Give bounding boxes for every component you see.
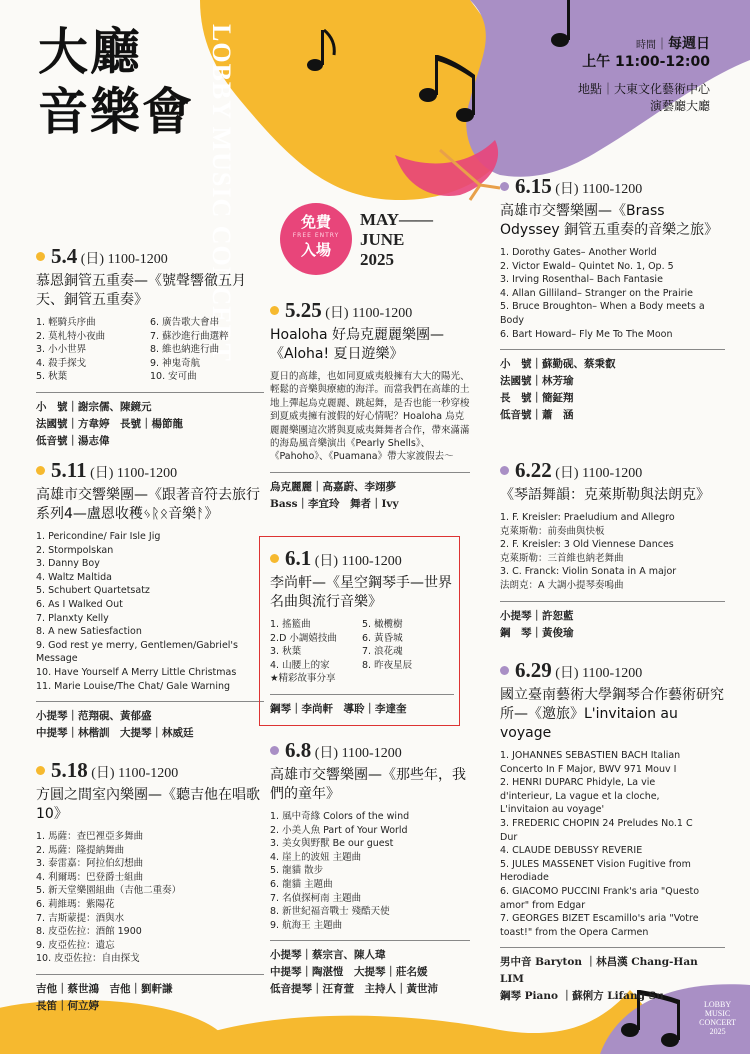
program-item: 1. JOHANNES SEBASTIEN BACH Italian	[500, 750, 681, 761]
program-item: 6. 黃昏城	[362, 632, 403, 644]
yellow-dot-icon	[36, 766, 45, 775]
program-item: 9. 皮亞佐拉：遺忘	[36, 939, 115, 951]
program-item: 4. CLAUDE DEBUSSY REVERIE	[500, 845, 643, 857]
program-item: 1. F. Kreisler: Praeludium and Allegro	[500, 512, 675, 523]
performers: 鋼琴｜李尚軒 導聆｜李達奎	[270, 702, 407, 715]
program-item: 3. Irving Rosenthal– Bach Fantasie	[500, 274, 663, 286]
program-item: 1. Dorothy Gates– Another World	[500, 247, 657, 258]
concert-title: Hoaloha 好烏克麗麗樂團—《Aloha! 夏日遊樂》	[270, 327, 445, 362]
program-item: 5. Bruce Broughton– When a Body meets a	[500, 301, 705, 313]
program-item: 7. GEORGES BIZET Escamillo's aria "Votre	[500, 913, 699, 925]
program-item: 1. 輕騎兵序曲	[36, 317, 96, 328]
program-item: 3. FREDERIC CHOPIN 24 Preludes No.1 C	[500, 817, 693, 829]
program-item: 3. Danny Boy	[36, 558, 100, 570]
yellow-dot-icon	[270, 554, 279, 563]
program-item: 1. Pericondine/ Fair Isle Jig	[36, 531, 161, 542]
program-item: 克萊斯勒：三首維也納老舞曲	[500, 552, 624, 564]
program-item: 9. 神鬼奇航	[150, 357, 201, 369]
concert-title: 國立臺南藝術大學鋼琴合作藝術研究所—《邀旅》L'invitaion au voyage	[500, 687, 724, 741]
performers: 小 號｜謝宗儒、陳鏡元 法國號｜方韋婷 長號｜楊節龍 低音號｜湯志偉	[36, 400, 183, 447]
program-item: 4. 利爾瑪：巴登爵士組曲	[36, 871, 144, 883]
program-list	[36, 530, 264, 693]
performers: 吉他｜蔡世鴻 吉他｜劉軒謙 長笛｜何立婷	[36, 982, 173, 1012]
program-item: 8. 昨夜星辰	[362, 659, 413, 671]
program-item: 克萊斯勒：前奏曲與快板	[500, 525, 605, 537]
program-item: toast!" from the Opera Carmen	[500, 926, 649, 938]
program-item: 3. 美女與野獸 Be our guest	[270, 838, 394, 850]
program-item: 2. F. Kreisler: 3 Old Viennese Dances	[500, 539, 674, 551]
footer-logo: LOBBY MUSIC CONCERT 2025	[699, 1000, 736, 1036]
program-item: 3. 泰雷嘉：阿拉伯幻想曲	[36, 858, 144, 870]
program-item: Body	[500, 314, 524, 326]
program-list	[500, 246, 725, 341]
performers: 男中音 Baryton ｜林昌漢 Chang-Han LIM 鋼琴 Piano ｜蘇俐方 Lifang Su	[500, 956, 698, 1003]
yellow-dot-icon	[36, 466, 45, 475]
concert-5-18: 5.18 (日) 1100-1200 方圓之間室內樂團—《聽吉他在唱歌 10》 1. 馬薩：查巴裡亞多舞曲 2. 馬薩：隆提納舞曲 3. 泰雷嘉：阿拉伯幻想曲 4. 利爾瑪：巴登爵士組曲 5. 新天堂樂園組曲（吉他二重奏） 6. 莉維瑪：紫陽花 7. 吉斯蒙提：酒與水 8. 皮亞佐拉：酒館 1900 9. 皮亞佐拉：遺忘 10. 皮亞佐拉：自由探戈 吉他｜蔡世鴻 吉他｜劉軒謙 長笛｜何立婷	[36, 758, 264, 1015]
program-item: 2. 莫札特小夜曲	[36, 330, 106, 342]
performers: 烏克麗麗｜高嘉蔚、李翊夢 Bass｜李宜玲 舞者｜Ivy	[270, 480, 399, 510]
program-list	[36, 316, 264, 384]
program-item: 8. 維也納進行曲	[150, 344, 220, 356]
schedule-info: 時間｜每週日 上午 11:00-12:00 地點｜大東文化藝術中心 演藝廳大廳	[577, 36, 710, 113]
purple-dot-icon	[500, 666, 509, 675]
concert-title: 《琴語舞韻：克萊斯勒與法朗克》	[500, 487, 710, 503]
program-item: 7. 名偵探柯南 主題曲	[270, 892, 362, 904]
program-item: 7. 蘇沙進行曲選粹	[150, 330, 229, 342]
concert-title: 高雄市交響樂團—《Brass Odyssey 銅管五重奏的音樂之旅》	[500, 203, 719, 238]
program-item: 2. Stormpolskan	[36, 544, 114, 556]
concert-6-15: 6.15 (日) 1100-1200 高雄市交響樂團—《Brass Odyssey 銅管五重奏的音樂之旅》 1. Dorothy Gates– Another World 2. Victor Ewald– Quintet No. 1, Op. 5 3. Irving Rosenthal– Bach Fantasie 4. Allan Gilliland– Stranger on the Prairie 5. Bruce Broughton– When a Body meets a Body 6. Bart Howard– Fly Me To The Moon 小 號｜蘇勤砚、蔡秉叡 法國號｜林芳瑜 長 號｜簡鉦翔 低音號｜蕭 涵	[500, 174, 725, 424]
program-item: 10. 皮亞佐拉：自由探戈	[36, 953, 140, 965]
program-list	[500, 511, 725, 593]
yellow-dot-icon	[270, 306, 279, 315]
concert-5-25: 5.25 (日) 1100-1200 Hoaloha 好烏克麗麗樂團—《Aloha! 夏日遊樂》 夏日的高雄，也如同夏威夷般擁有大大的陽光、輕鬆的音樂與療癒的海洋。而當我們在高雄的土地上彈起烏克麗麗、跳起舞，是否也能一秒穿梭到夏威夷擁有渡假的好心情呢？Hoaloha 烏克麗麗樂團這次將與夏威夷舞舞者合作，帶來滿滿的海島風音樂演出《Pearly Shells》、《Pahoho》、《Puamana》帶大家渡假去～ 烏克麗麗｜高嘉蔚、李翊夢 Bass｜李宜玲 舞者｜Ivy	[270, 298, 470, 513]
program-list	[36, 830, 264, 966]
concert-title: 方圓之間室內樂團—《聽吉他在唱歌 10》	[36, 787, 260, 822]
event-title-chinese: 大廳 音樂會	[38, 22, 194, 141]
concert-title: 高雄市交響樂團—《那些年，我們的童年》	[270, 767, 466, 802]
program-item: 6. GIACOMO PUCCINI Frank's aria "Questo	[500, 885, 700, 897]
program-item: 10. Have Yourself A Merry Little Christmas	[36, 666, 237, 678]
event-title-english: LOBBY MUSIC CONCERT	[207, 24, 236, 362]
concert-title: 慕恩銅管五重奏—《號聲響徹五月天、銅管五重奏》	[36, 273, 246, 308]
program-list	[270, 810, 470, 932]
date-range: MAY—— JUNE 2025	[360, 210, 434, 269]
program-item: 8. 皮亞佐拉：酒館 1900	[36, 926, 142, 938]
free-entry-badge: 免費 FREE ENTRY 入場	[280, 203, 352, 275]
program-item: 6. As I Walked Out	[36, 598, 123, 610]
concert-6-29: 6.29 (日) 1100-1200 國立臺南藝術大學鋼琴合作藝術研究所—《邀旅》L'invitaion au voyage 1. JOHANNES SEBASTIEN BACH Italian Concerto In F Major, BWV 971 Mouv I 2. HENRI DUPARC Phidyle, La vie d'interieur, La vague et la cloche, L'invitaion au voyage' 3. FREDERIC CHOPIN 24 Preludes No.1 C Dur 4. CLAUDE DEBUSSY REVERIE 5. JULES MASSENET Vision Fugitive from Herodiade 6. GIACOMO PUCCINI Frank's aria "Questo amor" from Edgar 7. GEORGES BIZET Escamillo's aria "Votre toast!" from the Opera Carmen 男中音 Baryton ｜林昌漢 Chang-Han LIM 鋼琴 Piano ｜蘇俐方 Lifang Su	[500, 658, 725, 1005]
program-item: 6. Bart Howard– Fly Me To The Moon	[500, 328, 673, 340]
program-list	[270, 618, 454, 672]
purple-dot-icon	[500, 182, 509, 191]
program-item: 4. 崖上的波妞 主題曲	[270, 851, 362, 863]
program-item: 3. C. Franck: Violin Sonata in A major	[500, 566, 677, 578]
program-item: amor" from Edgar	[500, 899, 586, 911]
program-item: Concerto In F Major, BWV 971 Mouv I	[500, 763, 677, 775]
program-item: L'invitaion au voyage'	[500, 804, 605, 816]
program-item: 5. 新天堂樂園組曲（吉他二重奏）	[36, 885, 182, 897]
program-item: 3. 秋葉	[270, 646, 302, 658]
performers: 小 號｜蘇勤砚、蔡秉叡 法國號｜林芳瑜 長 號｜簡鉦翔 低音號｜蕭 涵	[500, 358, 616, 422]
concert-6-8: 6.8 (日) 1100-1200 高雄市交響樂團—《那些年，我們的童年》 1. 風中奇緣 Colors of the wind 2. 小美人魚 Part of Your World 3. 美女與野獸 Be our guest 4. 崖上的波妞 主題曲 5. 龍貓 散步 6. 龍貓 主題曲 7. 名偵探柯南 主題曲 8. 新世紀福音戰士 殘酷天使 9. 航海王 主題曲 小提琴｜蔡宗言、陳人瑋 中提琴｜陶湛愷 大提琴｜莊名媛 低音提琴｜汪育萱 主持人｜黃世沛	[270, 738, 470, 998]
yellow-dot-icon	[36, 252, 45, 261]
program-item: 2. HENRI DUPARC Phidyle, La vie	[500, 777, 656, 789]
program-item: 5. 秋葉	[36, 371, 68, 383]
program-item: 8. A new Satiesfaction	[36, 626, 142, 638]
program-item: d'interieur, La vague et la cloche,	[500, 790, 660, 802]
program-item: 7. 浪花魂	[362, 646, 403, 658]
program-item: 6. 龍貓 主題曲	[270, 878, 333, 890]
concert-6-1: 6.1 (日) 1100-1200 李尚軒—《星空鋼琴手—世界名曲與流行音樂》 1. 搖籃曲 2.D 小調嬉技曲 3. 秋葉 4. 山腰上的家 5. 橄欖樹 6. 黃昏城 7. 浪花魂 8. 昨夜星辰 ★精彩故事分享 鋼琴｜李尚軒 導聆｜李達奎	[270, 546, 454, 718]
program-item: 10. 安可曲	[150, 371, 197, 383]
program-item: 2. Victor Ewald– Quintet No. 1, Op. 5	[500, 260, 674, 272]
program-item: 2. 馬薩：隆提納舞曲	[36, 844, 125, 856]
program-item: Dur	[500, 831, 518, 843]
program-item: 5. 龍貓 散步	[270, 865, 324, 877]
concert-5-11: 5.11 (日) 1100-1200 高雄市交響樂團—《跟著音符去旅行系列4—盧恩收穫ᛃᚱᛟ音樂ᚨ》 1. Pericondine/ Fair Isle Jig 2. Stormpolskan 3. Danny Boy 4. Waltz Maltida 5. Schubert Quartetsatz 6. As I Walked Out 7. Planxty Kelly 8. A new Satiesfaction 9. God rest ye merry, Gentlemen/Gabriel's Message 10. Have Yourself A Merry Little Christmas 11. Marie Louise/The Chat/ Gale Warning 小提琴｜范翔硯、黃郁盛 中提琴｜林楷訓 大提琴｜林威廷	[36, 458, 264, 742]
program-item: 7. 吉斯蒙提：酒與水	[36, 912, 125, 924]
program-item: Message	[36, 653, 78, 665]
program-item: 6. 莉維瑪：紫陽花	[36, 898, 115, 910]
program-item: Herodiade	[500, 872, 549, 884]
program-item: 4. Allan Gilliland– Stranger on the Prairie	[500, 287, 694, 299]
performers: 小提琴｜許恕藍 鋼 琴｜黃俊瑜	[500, 609, 574, 639]
program-item: 6. 廣告歌大會串	[150, 317, 220, 328]
program-item: 5. 橄欖樹	[362, 619, 403, 630]
program-item: 1. 搖籃曲	[270, 619, 311, 630]
program-item: 7. Planxty Kelly	[36, 612, 109, 624]
program-item: 9. 航海王 主題曲	[270, 919, 343, 931]
program-item: 11. Marie Louise/The Chat/ Gale Warning	[36, 680, 231, 692]
performers: 小提琴｜范翔硯、黃郁盛 中提琴｜林楷訓 大提琴｜林威廷	[36, 710, 194, 740]
program-item: 1. 馬薩：查巴裡亞多舞曲	[36, 831, 144, 842]
program-item: 4. 山腰上的家	[270, 659, 330, 671]
program-item: 2. 小美人魚 Part of Your World	[270, 824, 408, 836]
program-item: 3. 小小世界	[36, 344, 87, 356]
program-item: 9. God rest ye merry, Gentlemen/Gabriel's	[36, 639, 238, 651]
concert-6-22: 6.22 (日) 1100-1200 《琴語舞韻：克萊斯勒與法朗克》 1. F. Kreisler: Praeludium and Allegro 克萊斯勒：前奏曲與快板 2. F. Kreisler: 3 Old Viennese Dances 克萊斯勒：三首維也納老舞曲 3. C. Franck: Violin Sonata in A major 法朗克：A 大調小提琴奏鳴曲 小提琴｜許恕藍 鋼 琴｜黃俊瑜	[500, 458, 725, 642]
concert-5-4: 5.4 (日) 1100-1200 慕恩銅管五重奏—《號聲響徹五月天、銅管五重奏》 1. 輕騎兵序曲 2. 莫札特小夜曲 3. 小小世界 4. 殺手探戈 5. 秋葉 6. 廣告歌大會串 7. 蘇沙進行曲選粹 8. 維也納進行曲 9. 神鬼奇航 10. 安可曲 小 號｜謝宗儒、陳鏡元 法國號｜方韋婷 長號｜楊節龍 低音號｜湯志偉	[36, 244, 264, 450]
purple-dot-icon	[270, 746, 279, 755]
program-item: 1. 風中奇緣 Colors of the wind	[270, 811, 410, 822]
program-list	[500, 749, 725, 939]
purple-dot-icon	[500, 466, 509, 475]
performers: 小提琴｜蔡宗言、陳人瑋 中提琴｜陶湛愷 大提琴｜莊名媛 低音提琴｜汪育萱 主持人｜黃世沛	[270, 949, 438, 996]
concert-title: 李尚軒—《星空鋼琴手—世界名曲與流行音樂》	[270, 575, 452, 610]
concert-description: 夏日的高雄，也如同夏威夷般擁有大大的陽光、輕鬆的音樂與療癒的海洋。而當我們在高雄的土地上彈起烏克麗麗、跳起舞，是否也能一秒穿梭到夏威夷擁有渡假的好心情呢？Hoaloha 烏克麗麗樂團這次將與夏威夷舞舞者合作，帶來滿滿的海島風音樂演出《Pearly Shells》、《Pahoho》、《Puamana》帶大家渡假去～	[270, 371, 470, 463]
concert-title: 高雄市交響樂團—《跟著音符去旅行系列4—盧恩收穫ᛃᚱᛟ音樂ᚨ》	[36, 487, 260, 522]
program-item: 2.D 小調嬉技曲	[270, 632, 337, 644]
program-item: 法朗克：A 大調小提琴奏鳴曲	[500, 579, 624, 591]
program-item: 4. Waltz Maltida	[36, 571, 112, 583]
program-item: 4. 殺手探戈	[36, 357, 87, 369]
program-item: 5. JULES MASSENET Vision Fugitive from	[500, 858, 691, 870]
program-item: 5. Schubert Quartetsatz	[36, 585, 150, 597]
program-item: 8. 新世紀福音戰士 殘酷天使	[270, 906, 390, 918]
